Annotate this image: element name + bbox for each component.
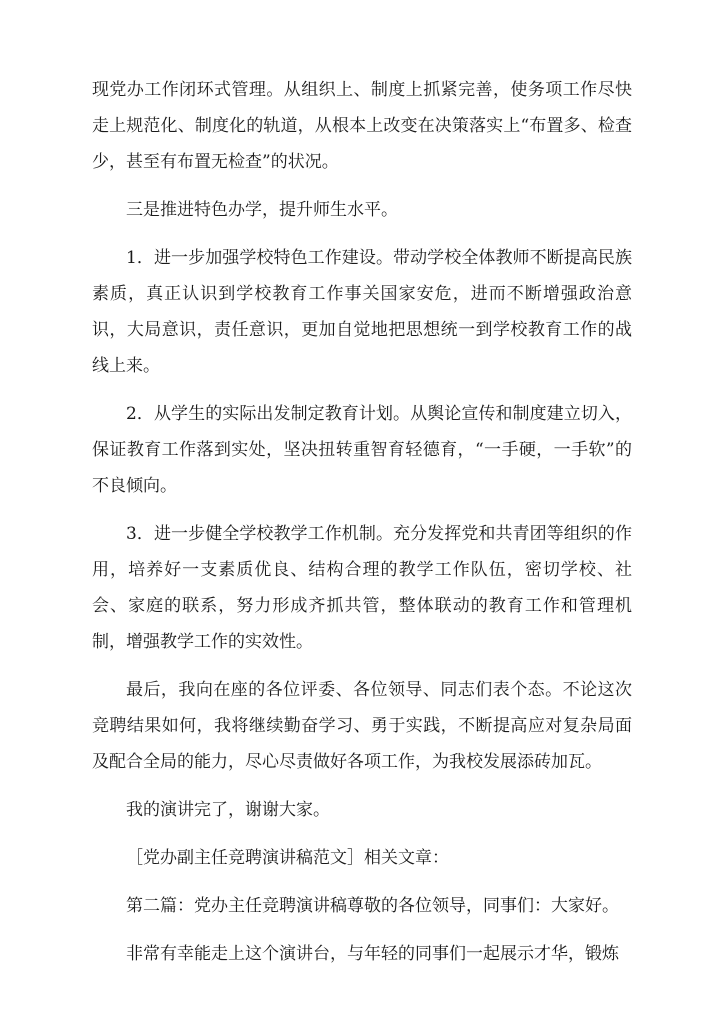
paragraph-item-2: 2．从学生的实际出发制定教育计划。从舆论宣传和制度建立切入，保证教育工作落到实处，坚决扭转重智育轻德育，“一手硬，一手软”的不良倾向。 [92,404,632,496]
paragraph-item-3: 3．进一步健全学校教学工作机制。充分发挥党和共青团等组织的作用，培养好一支素质优良、结构合理的教学工作队伍，密切学校、社会、家庭的联系，努力形成齐抓共管，整体联动的教育工作和管理机制，增强教学工作的实效性。 [92,524,632,652]
paragraph-second-article: 第二篇：党办主任竞聘演讲稿尊敬的各位领导，同事们：大家好。 [126,896,619,916]
paragraph-thanks: 我的演讲完了，谢谢大家。 [126,800,330,820]
paragraph-item-1: 1．进一步加强学校特色工作建设。带动学校全体教师不断提高民族素质，真正认识到学校教育工作事关国家安危，进而不断增强政治意识，大局意识，责任意识，更加自觉地把思想统一到学校教育工作的战线上来。 [92,248,632,376]
paragraph-section-heading: 三是推进特色办学，提升师生水平。 [126,200,398,220]
paragraph-closing: 最后，我向在座的各位评委、各位领导、同志们表个态。不论这次竞聘结果如何，我将继续勤奋学习、勇于实践，不断提高应对复杂局面及配合全局的能力，尽心尽责做好各项工作，为我校发展添砖加瓦。 [92,680,632,772]
paragraph-related-articles: ［党办副主任竞聘演讲稿范文］相关文章： [126,848,449,868]
paragraph-second-article-body: 非常有幸能走上这个演讲台，与年轻的同事们一起展示才华，锻炼 [126,944,619,964]
paragraph-continuation: 现党办工作闭环式管理。从组织上、制度上抓紧完善，使务项工作尽快走上规范化、制度化的轨道，从根本上改变在决策落实上“布置多、检查少，甚至有布置无检查”的状况。 [92,80,632,172]
document-body [92,72,632,984]
